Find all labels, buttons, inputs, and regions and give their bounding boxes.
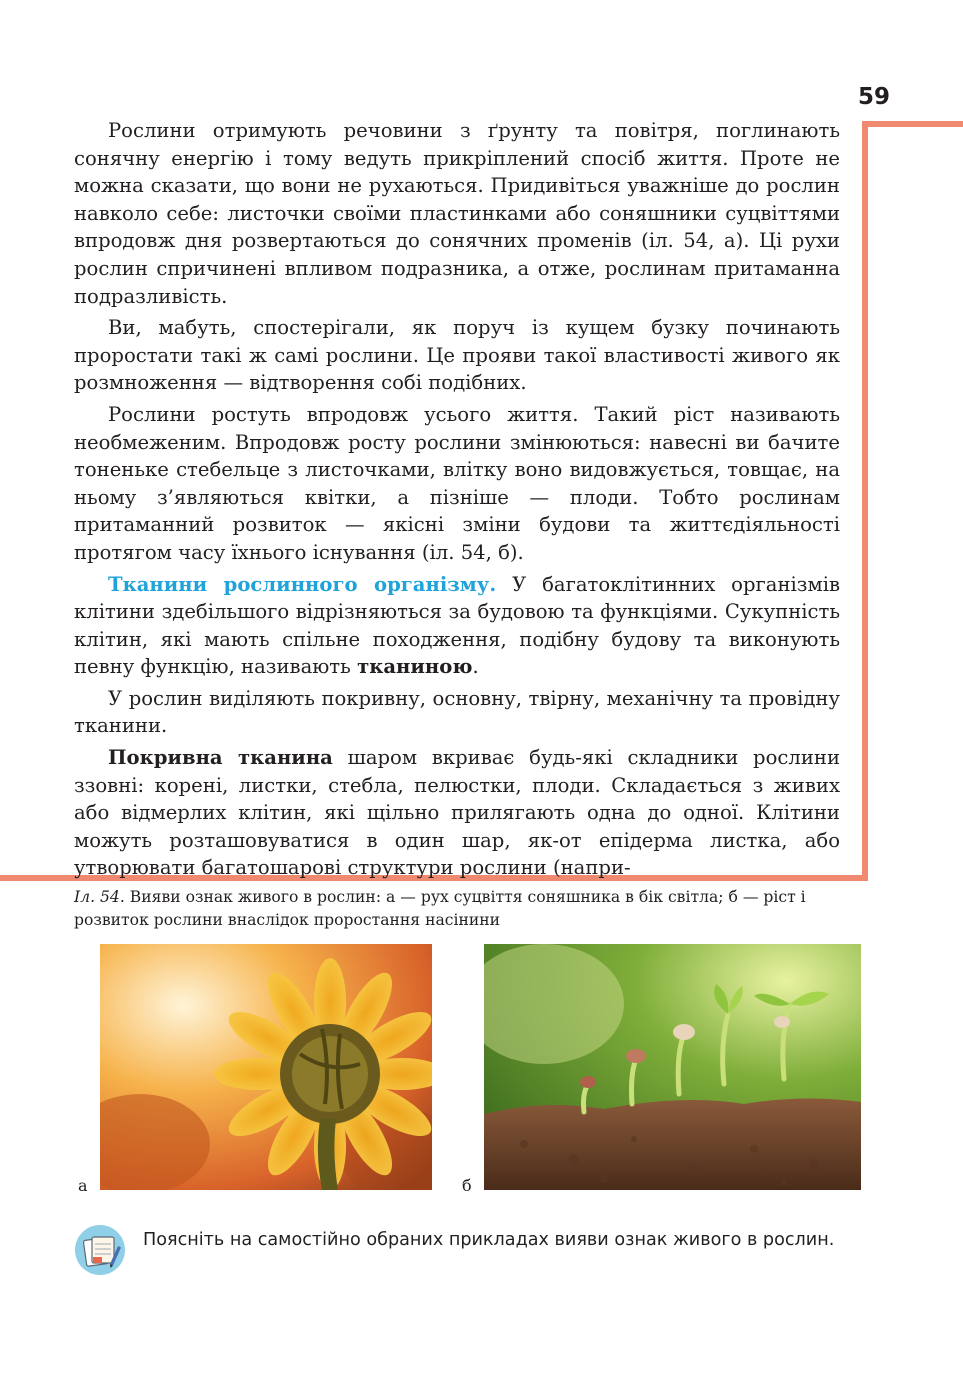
page-number: 59 xyxy=(858,84,891,110)
figure-caption xyxy=(74,886,874,932)
term-tissue: тканиною xyxy=(357,655,473,679)
paragraph-tissues xyxy=(74,571,840,681)
figure-label-a: а xyxy=(78,1176,88,1195)
frame-top-bar xyxy=(862,121,963,127)
paragraph-movement: Рослини отримують речовини з ґрунту та повітря, поглинають сонячну енергію і тому ведуть прикріплений спосіб життя. Проте не можна сказати, що вони не рухаються. Придивіться уважніше до рослин навколо себе: листочки своїми пластинками або соняшники суцвіттями впродовж дня розвертаються до сонячних променів (іл. 54, а). Ці рухи рослин спричинені впливом подразника, а отже, рослинам притаманна подразливість. xyxy=(74,119,840,308)
section-heading: Тканини рослинного організму. xyxy=(108,572,497,596)
caption-text: Вияви ознак живого в рослин: а — рух суцвіття соняшника в бік світла; б — ріст і розвиток рослини внаслідок проростання насінини xyxy=(74,888,806,929)
caption-number: Іл. 54. xyxy=(74,888,125,906)
task-notebook-icon xyxy=(74,1224,126,1276)
paragraph-tissues-text: У багатоклітинних організмів клітини здебільшого відрізняються за будовою та функціями. Сукупність клітин, які мають спільне походження, подібну будову та виконують певну функцію, називають xyxy=(74,572,840,679)
main-text xyxy=(74,117,840,882)
paragraph-integumentary-text: шаром вкриває будь-які складники рослини ззовні: корені, листки, стебла, пелюстки, плоди. Складається з живих або відмерлих клітин, які щільно прилягають одна до одної. Клітини можуть розташовуватися в один шар, як-от епідерма листка, або утворювати багатошарові структури рослини (напри- xyxy=(74,746,840,880)
paragraph-reproduction: Ви, мабуть, спостерігали, як поруч із кущем бузку починають проростати такі ж самі рослини. Це прояви такої властивості живого як розмноження — відтворення собі подібних. xyxy=(74,316,840,395)
sunflower-photo xyxy=(100,944,432,1190)
term-integumentary-tissue: Покривна тканина xyxy=(108,746,333,770)
frame-right-bar xyxy=(862,121,868,881)
task-text: Поясніть на самостійно обраних прикладах вияви ознак живого в рослин. xyxy=(143,1230,835,1250)
seedlings-photo xyxy=(484,944,861,1190)
figure-label-b: б xyxy=(462,1176,472,1195)
paragraph-integumentary xyxy=(74,744,840,882)
paragraph-development: Рослини ростуть впродовж усього життя. Такий ріст називають необмеженим. Впродовж росту рослини змінюються: навесні ви бачите тоненьке стебельце з листочками, влітку воно видовжується, товщає, на ньому з’являються квітки, а пізніше — плоди. Тобто рослинам притаманний розвиток — якісні зміни будови та життєдіяльності протягом часу їхнього існування (іл. 54, б). xyxy=(74,402,840,564)
paragraph-tissue-types: У рослин виділяють покривну, основну, твірну, механічну та провідну тканини. xyxy=(74,686,840,738)
paragraph-tissues-end: . xyxy=(472,655,479,679)
